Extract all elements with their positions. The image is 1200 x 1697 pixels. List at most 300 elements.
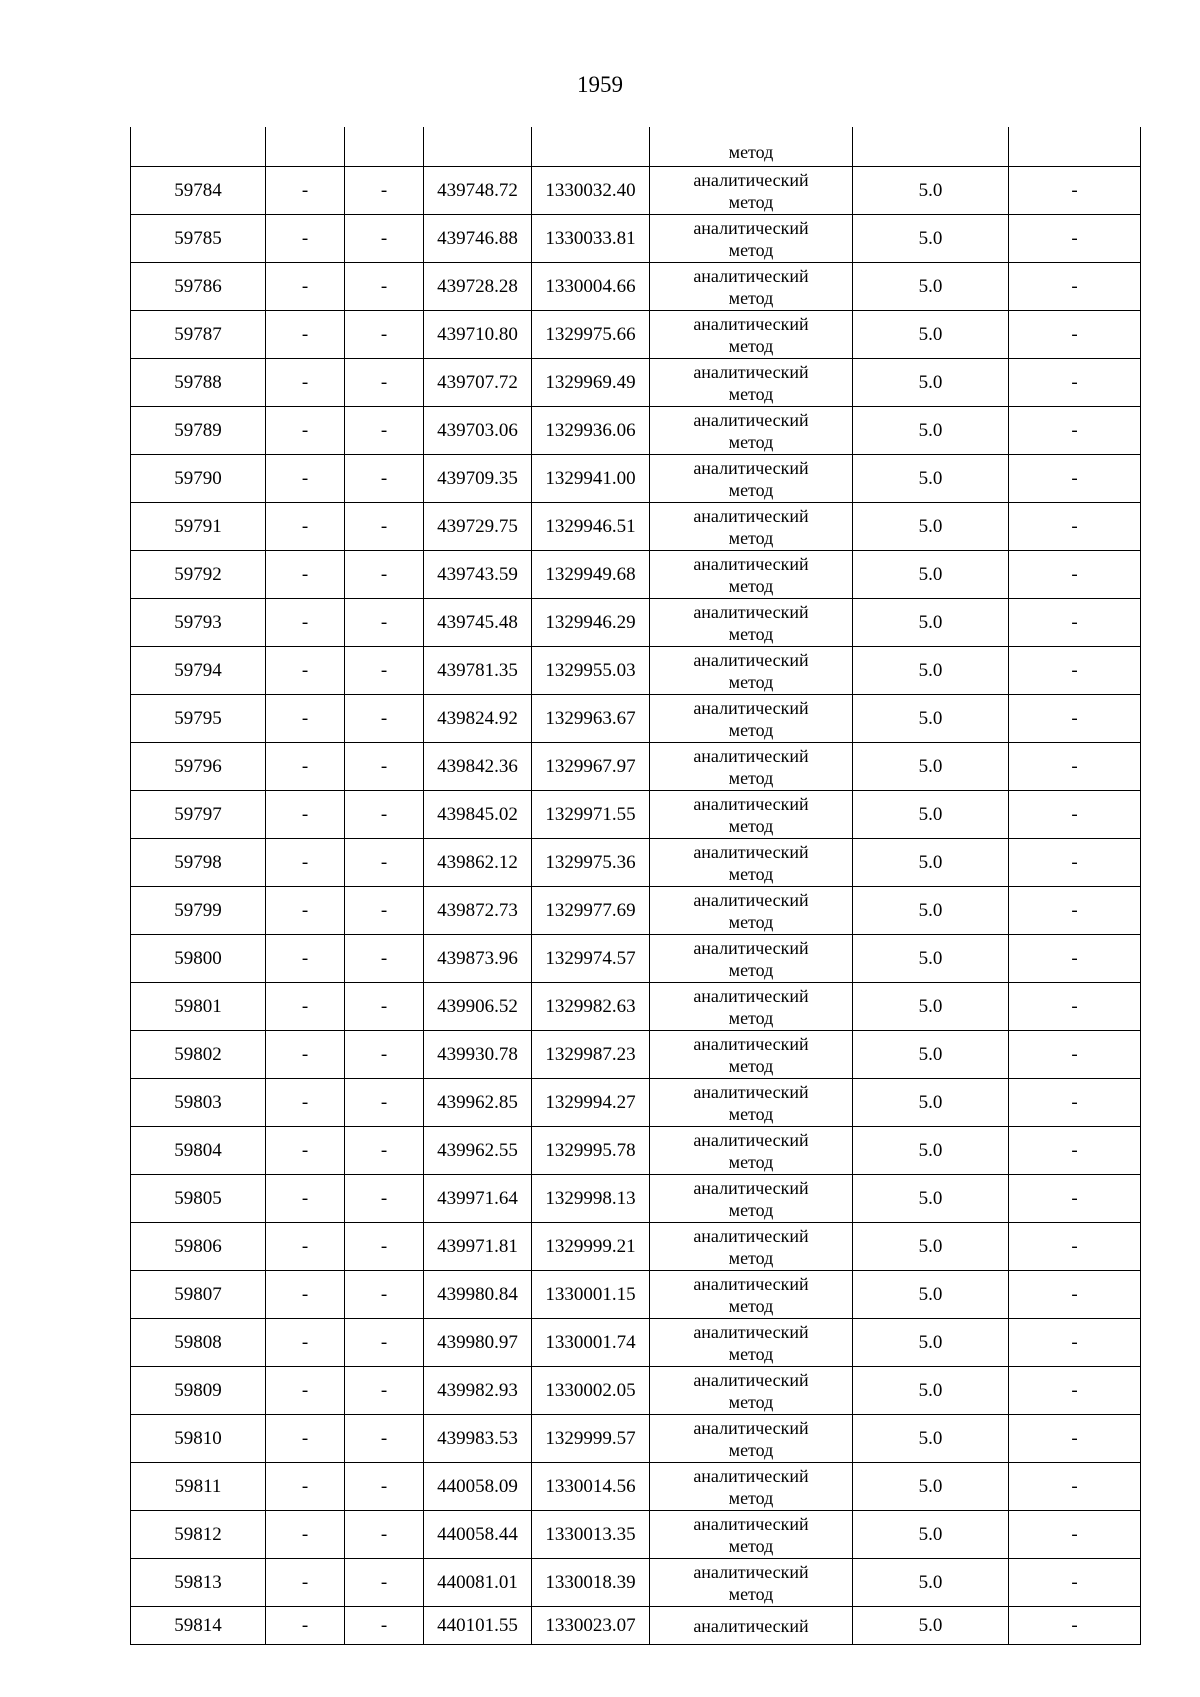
cell-id: 59784 <box>131 167 266 215</box>
cell-x: 439873.96 <box>424 935 532 983</box>
cell-y: 1330001.15 <box>532 1271 650 1319</box>
cell-accuracy: 5.0 <box>853 647 1009 695</box>
cell-id: 59798 <box>131 839 266 887</box>
cell-col3: - <box>345 167 424 215</box>
method-text: метод <box>728 1439 774 1460</box>
cell-col3: - <box>345 983 424 1031</box>
method-text: аналитический <box>693 457 809 478</box>
cell-x: 439930.78 <box>424 1031 532 1079</box>
cell-accuracy: 5.0 <box>853 407 1009 455</box>
cell-accuracy: 5.0 <box>853 983 1009 1031</box>
method-text: метод <box>728 479 774 500</box>
cell-y: 1329946.51 <box>532 503 650 551</box>
cell-col8: - <box>1009 1127 1141 1175</box>
cell-accuracy: 5.0 <box>853 1559 1009 1607</box>
cell-col8: - <box>1009 1319 1141 1367</box>
cell-accuracy: 5.0 <box>853 599 1009 647</box>
cell-y: 1330032.40 <box>532 167 650 215</box>
method-text: аналитический <box>693 1513 809 1534</box>
cell-y: 1330002.05 <box>532 1367 650 1415</box>
cell-y: 1330018.39 <box>532 1559 650 1607</box>
method-text: аналитический <box>693 1321 809 1342</box>
cell-y: 1329974.57 <box>532 935 650 983</box>
method-text: аналитический <box>693 601 809 622</box>
cell-x: 439748.72 <box>424 167 532 215</box>
cell-method <box>650 455 853 503</box>
cell-col3: - <box>345 1463 424 1511</box>
table-row <box>131 1223 1141 1271</box>
cell-x: 439728.28 <box>424 263 532 311</box>
method-text: метод <box>728 1295 774 1316</box>
coordinates-table <box>130 127 1141 1645</box>
table-row <box>131 167 1141 215</box>
cell-method <box>650 1463 853 1511</box>
cell-col3: - <box>345 1031 424 1079</box>
cell-accuracy: 5.0 <box>853 743 1009 791</box>
page-number: 1959 <box>577 72 623 97</box>
table-row <box>131 935 1141 983</box>
method-text: аналитический <box>693 1177 809 1198</box>
table-row <box>131 1271 1141 1319</box>
cell-method <box>650 359 853 407</box>
cell-x: 439707.72 <box>424 359 532 407</box>
cell-col2: - <box>266 503 345 551</box>
cell-x: 439710.80 <box>424 311 532 359</box>
cell-col3: - <box>345 455 424 503</box>
cell-accuracy: 5.0 <box>853 695 1009 743</box>
cell-col2: - <box>266 791 345 839</box>
cell-y: 1329969.49 <box>532 359 650 407</box>
method-text: метод <box>728 431 774 452</box>
cell-col8: - <box>1009 503 1141 551</box>
cell-id: 59804 <box>131 1127 266 1175</box>
cell-col2: - <box>266 1127 345 1175</box>
cell-col3: - <box>345 1559 424 1607</box>
cell-id: 59788 <box>131 359 266 407</box>
table-row <box>131 839 1141 887</box>
cell-y: 1329941.00 <box>532 455 650 503</box>
cell-id: 59814 <box>131 1607 266 1645</box>
method-text: аналитический <box>693 1081 809 1102</box>
cell-col3: - <box>345 215 424 263</box>
table-row <box>131 1463 1141 1511</box>
cell-accuracy: 5.0 <box>853 503 1009 551</box>
method-text: аналитический <box>693 1033 809 1054</box>
cell-col8: - <box>1009 263 1141 311</box>
cell-col2: - <box>266 1031 345 1079</box>
cell-col2: - <box>266 551 345 599</box>
cell-accuracy: 5.0 <box>853 791 1009 839</box>
table-body <box>131 127 1141 1645</box>
cell-col8: - <box>1009 839 1141 887</box>
cell-x: 440058.44 <box>424 1511 532 1559</box>
cell-method <box>650 647 853 695</box>
cell-method <box>650 839 853 887</box>
table-row <box>131 743 1141 791</box>
cell-y: 1330013.35 <box>532 1511 650 1559</box>
cell-col3: - <box>345 1319 424 1367</box>
method-text: аналитический <box>693 649 809 670</box>
cell-id: 59811 <box>131 1463 266 1511</box>
cell-id: 59796 <box>131 743 266 791</box>
cell-col2: - <box>266 1559 345 1607</box>
cell-accuracy: 5.0 <box>853 1127 1009 1175</box>
cell-col2: - <box>266 407 345 455</box>
table-row <box>131 599 1141 647</box>
cell-id: 59805 <box>131 1175 266 1223</box>
cell-id: 59807 <box>131 1271 266 1319</box>
cell-method <box>650 503 853 551</box>
method-text: метод <box>728 239 774 260</box>
cell-col3: - <box>345 599 424 647</box>
cell-col3: - <box>345 1079 424 1127</box>
cell-y: 1329955.03 <box>532 647 650 695</box>
cell-id: 59812 <box>131 1511 266 1559</box>
cell-col3: - <box>345 935 424 983</box>
cell-x: 439906.52 <box>424 983 532 1031</box>
cell-y: 1329963.67 <box>532 695 650 743</box>
cell-accuracy: 5.0 <box>853 1175 1009 1223</box>
cell-id: 59802 <box>131 1031 266 1079</box>
cell-col2: - <box>266 1367 345 1415</box>
cell-col3: - <box>345 1415 424 1463</box>
cell-accuracy <box>853 127 1009 167</box>
cell-id: 59808 <box>131 1319 266 1367</box>
cell-method <box>650 127 853 167</box>
table-row <box>131 311 1141 359</box>
cell-col3 <box>345 127 424 167</box>
cell-id: 59801 <box>131 983 266 1031</box>
cell-col8: - <box>1009 791 1141 839</box>
cell-y: 1329971.55 <box>532 791 650 839</box>
method-text: аналитический <box>693 889 809 910</box>
cell-x: 439842.36 <box>424 743 532 791</box>
cell-method <box>650 983 853 1031</box>
cell-col8: - <box>1009 887 1141 935</box>
table-row <box>131 1127 1141 1175</box>
table-row <box>131 695 1141 743</box>
cell-id: 59806 <box>131 1223 266 1271</box>
cell-x: 439971.81 <box>424 1223 532 1271</box>
cell-x: 439746.88 <box>424 215 532 263</box>
method-text: аналитический <box>693 1561 809 1582</box>
cell-accuracy: 5.0 <box>853 359 1009 407</box>
cell-x: 440101.55 <box>424 1607 532 1645</box>
method-text: аналитический <box>693 1369 809 1390</box>
method-text: аналитический <box>693 313 809 334</box>
cell-accuracy: 5.0 <box>853 215 1009 263</box>
table-row <box>131 1559 1141 1607</box>
method-text: метод <box>728 575 774 596</box>
cell-method <box>650 1511 853 1559</box>
cell-accuracy: 5.0 <box>853 1031 1009 1079</box>
cell-accuracy: 5.0 <box>853 1271 1009 1319</box>
cell-x: 439971.64 <box>424 1175 532 1223</box>
cell-col8: - <box>1009 1511 1141 1559</box>
method-text: метод <box>728 1247 774 1268</box>
cell-col8: - <box>1009 1271 1141 1319</box>
cell-id: 59791 <box>131 503 266 551</box>
method-text: метод <box>728 1535 774 1556</box>
cell-col2: - <box>266 359 345 407</box>
cell-method <box>650 1223 853 1271</box>
method-text: метод <box>728 191 774 212</box>
cell-method <box>650 743 853 791</box>
cell-y: 1329999.57 <box>532 1415 650 1463</box>
cell-x <box>424 127 532 167</box>
cell-y: 1329949.68 <box>532 551 650 599</box>
cell-col8: - <box>1009 167 1141 215</box>
cell-col8: - <box>1009 1415 1141 1463</box>
cell-col3: - <box>345 407 424 455</box>
cell-y: 1329936.06 <box>532 407 650 455</box>
method-text: метод <box>728 623 774 644</box>
cell-accuracy: 5.0 <box>853 1319 1009 1367</box>
cell-col2: - <box>266 1607 345 1645</box>
cell-accuracy: 5.0 <box>853 167 1009 215</box>
table-row <box>131 983 1141 1031</box>
cell-col3: - <box>345 839 424 887</box>
table-row-continuation <box>131 127 1141 167</box>
cell-x: 439743.59 <box>424 551 532 599</box>
cell-col2: - <box>266 695 345 743</box>
method-text: аналитический <box>693 553 809 574</box>
cell-col8: - <box>1009 1559 1141 1607</box>
cell-y: 1329999.21 <box>532 1223 650 1271</box>
cell-id: 59813 <box>131 1559 266 1607</box>
cell-col2: - <box>266 1079 345 1127</box>
cell-col8: - <box>1009 983 1141 1031</box>
cell-id: 59789 <box>131 407 266 455</box>
method-text: метод <box>728 719 774 740</box>
table-row <box>131 1175 1141 1223</box>
cell-accuracy: 5.0 <box>853 311 1009 359</box>
cell-x: 439862.12 <box>424 839 532 887</box>
method-text: аналитический <box>693 265 809 286</box>
cell-method <box>650 167 853 215</box>
cell-col8: - <box>1009 407 1141 455</box>
method-text: метод <box>728 1391 774 1412</box>
cell-id: 59787 <box>131 311 266 359</box>
table-row <box>131 1607 1141 1645</box>
cell-y: 1329994.27 <box>532 1079 650 1127</box>
cell-id: 59795 <box>131 695 266 743</box>
cell-col8: - <box>1009 1031 1141 1079</box>
cell-x: 439824.92 <box>424 695 532 743</box>
cell-id: 59786 <box>131 263 266 311</box>
method-text: аналитический <box>693 697 809 718</box>
cell-x: 439980.84 <box>424 1271 532 1319</box>
cell-col2: - <box>266 1223 345 1271</box>
cell-method <box>650 1319 853 1367</box>
table-row <box>131 647 1141 695</box>
cell-col3: - <box>345 1127 424 1175</box>
table-row <box>131 215 1141 263</box>
method-text: аналитический <box>693 985 809 1006</box>
method-text: аналитический <box>693 217 809 238</box>
table-row <box>131 1415 1141 1463</box>
method-text: метод <box>728 1583 774 1604</box>
cell-col8: - <box>1009 1367 1141 1415</box>
cell-accuracy: 5.0 <box>853 551 1009 599</box>
table-row <box>131 551 1141 599</box>
cell-method <box>650 1607 853 1645</box>
cell-id: 59790 <box>131 455 266 503</box>
cell-col3: - <box>345 1367 424 1415</box>
cell-col8: - <box>1009 359 1141 407</box>
cell-col8: - <box>1009 311 1141 359</box>
cell-col3: - <box>345 887 424 935</box>
table-row <box>131 1319 1141 1367</box>
cell-y: 1329967.97 <box>532 743 650 791</box>
cell-method <box>650 263 853 311</box>
cell-col3: - <box>345 551 424 599</box>
method-text: метод <box>728 815 774 836</box>
method-text: метод <box>728 142 774 162</box>
method-text: аналитический <box>693 841 809 862</box>
cell-accuracy: 5.0 <box>853 1367 1009 1415</box>
cell-x: 439703.06 <box>424 407 532 455</box>
method-text: метод <box>728 959 774 980</box>
cell-method <box>650 1367 853 1415</box>
cell-y <box>532 127 650 167</box>
method-text: аналитический <box>693 1225 809 1246</box>
method-text: метод <box>728 671 774 692</box>
cell-method <box>650 1031 853 1079</box>
cell-col3: - <box>345 1175 424 1223</box>
method-text: аналитический <box>693 505 809 526</box>
cell-y: 1329982.63 <box>532 983 650 1031</box>
cell-y: 1329946.29 <box>532 599 650 647</box>
cell-x: 439980.97 <box>424 1319 532 1367</box>
cell-col8: - <box>1009 1175 1141 1223</box>
method-text: метод <box>728 1007 774 1028</box>
cell-col3: - <box>345 1271 424 1319</box>
cell-method <box>650 1271 853 1319</box>
table-row <box>131 1511 1141 1559</box>
cell-y: 1329977.69 <box>532 887 650 935</box>
method-text: метод <box>728 1487 774 1508</box>
cell-method <box>650 599 853 647</box>
cell-x: 439962.85 <box>424 1079 532 1127</box>
cell-col3: - <box>345 1607 424 1645</box>
method-text: метод <box>728 527 774 548</box>
method-text: аналитический <box>693 745 809 766</box>
cell-method <box>650 311 853 359</box>
cell-accuracy: 5.0 <box>853 1511 1009 1559</box>
cell-x: 439872.73 <box>424 887 532 935</box>
cell-y: 1330023.07 <box>532 1607 650 1645</box>
cell-id: 59797 <box>131 791 266 839</box>
cell-accuracy: 5.0 <box>853 887 1009 935</box>
cell-method <box>650 1127 853 1175</box>
method-text: аналитический <box>693 361 809 382</box>
cell-col3: - <box>345 1511 424 1559</box>
cell-col3: - <box>345 695 424 743</box>
cell-id: 59803 <box>131 1079 266 1127</box>
cell-col8: - <box>1009 695 1141 743</box>
table-row <box>131 1079 1141 1127</box>
table-row <box>131 887 1141 935</box>
method-text: метод <box>728 767 774 788</box>
cell-col3: - <box>345 311 424 359</box>
cell-method <box>650 1175 853 1223</box>
cell-y: 1330001.74 <box>532 1319 650 1367</box>
cell-method <box>650 887 853 935</box>
cell-col3: - <box>345 791 424 839</box>
cell-id: 59792 <box>131 551 266 599</box>
method-text: аналитический <box>693 409 809 430</box>
cell-col2: - <box>266 935 345 983</box>
cell-method <box>650 791 853 839</box>
cell-col2 <box>266 127 345 167</box>
cell-col2: - <box>266 167 345 215</box>
table-row <box>131 455 1141 503</box>
cell-y: 1330014.56 <box>532 1463 650 1511</box>
cell-col8: - <box>1009 455 1141 503</box>
cell-x: 439983.53 <box>424 1415 532 1463</box>
cell-accuracy: 5.0 <box>853 263 1009 311</box>
cell-x: 439729.75 <box>424 503 532 551</box>
method-text: аналитический <box>693 1129 809 1150</box>
cell-x: 439709.35 <box>424 455 532 503</box>
cell-method <box>650 551 853 599</box>
cell-y: 1329987.23 <box>532 1031 650 1079</box>
cell-method <box>650 695 853 743</box>
cell-accuracy: 5.0 <box>853 839 1009 887</box>
cell-y: 1329975.66 <box>532 311 650 359</box>
method-text: аналитический <box>693 169 809 190</box>
cell-x: 439982.93 <box>424 1367 532 1415</box>
cell-col2: - <box>266 1175 345 1223</box>
cell-col2: - <box>266 1319 345 1367</box>
table-row <box>131 359 1141 407</box>
cell-col2: - <box>266 1511 345 1559</box>
cell-col2: - <box>266 311 345 359</box>
cell-id: 59799 <box>131 887 266 935</box>
cell-col8: - <box>1009 935 1141 983</box>
method-text: метод <box>728 1199 774 1220</box>
method-text: метод <box>728 287 774 308</box>
cell-x: 440081.01 <box>424 1559 532 1607</box>
cell-col2: - <box>266 599 345 647</box>
cell-accuracy: 5.0 <box>853 455 1009 503</box>
cell-col3: - <box>345 743 424 791</box>
method-text: аналитический <box>693 937 809 958</box>
cell-col2: - <box>266 263 345 311</box>
cell-id: 59810 <box>131 1415 266 1463</box>
cell-id: 59793 <box>131 599 266 647</box>
cell-id <box>131 127 266 167</box>
cell-col8: - <box>1009 647 1141 695</box>
cell-col2: - <box>266 743 345 791</box>
method-text: аналитический <box>693 1273 809 1294</box>
cell-col2: - <box>266 647 345 695</box>
cell-method <box>650 935 853 983</box>
cell-col2: - <box>266 839 345 887</box>
cell-col8: - <box>1009 1079 1141 1127</box>
table-row <box>131 263 1141 311</box>
cell-x: 439781.35 <box>424 647 532 695</box>
cell-col8: - <box>1009 1607 1141 1645</box>
cell-col2: - <box>266 455 345 503</box>
cell-col8: - <box>1009 599 1141 647</box>
method-text: метод <box>728 1055 774 1076</box>
cell-x: 439962.55 <box>424 1127 532 1175</box>
cell-col3: - <box>345 263 424 311</box>
cell-id: 59809 <box>131 1367 266 1415</box>
cell-col8 <box>1009 127 1141 167</box>
